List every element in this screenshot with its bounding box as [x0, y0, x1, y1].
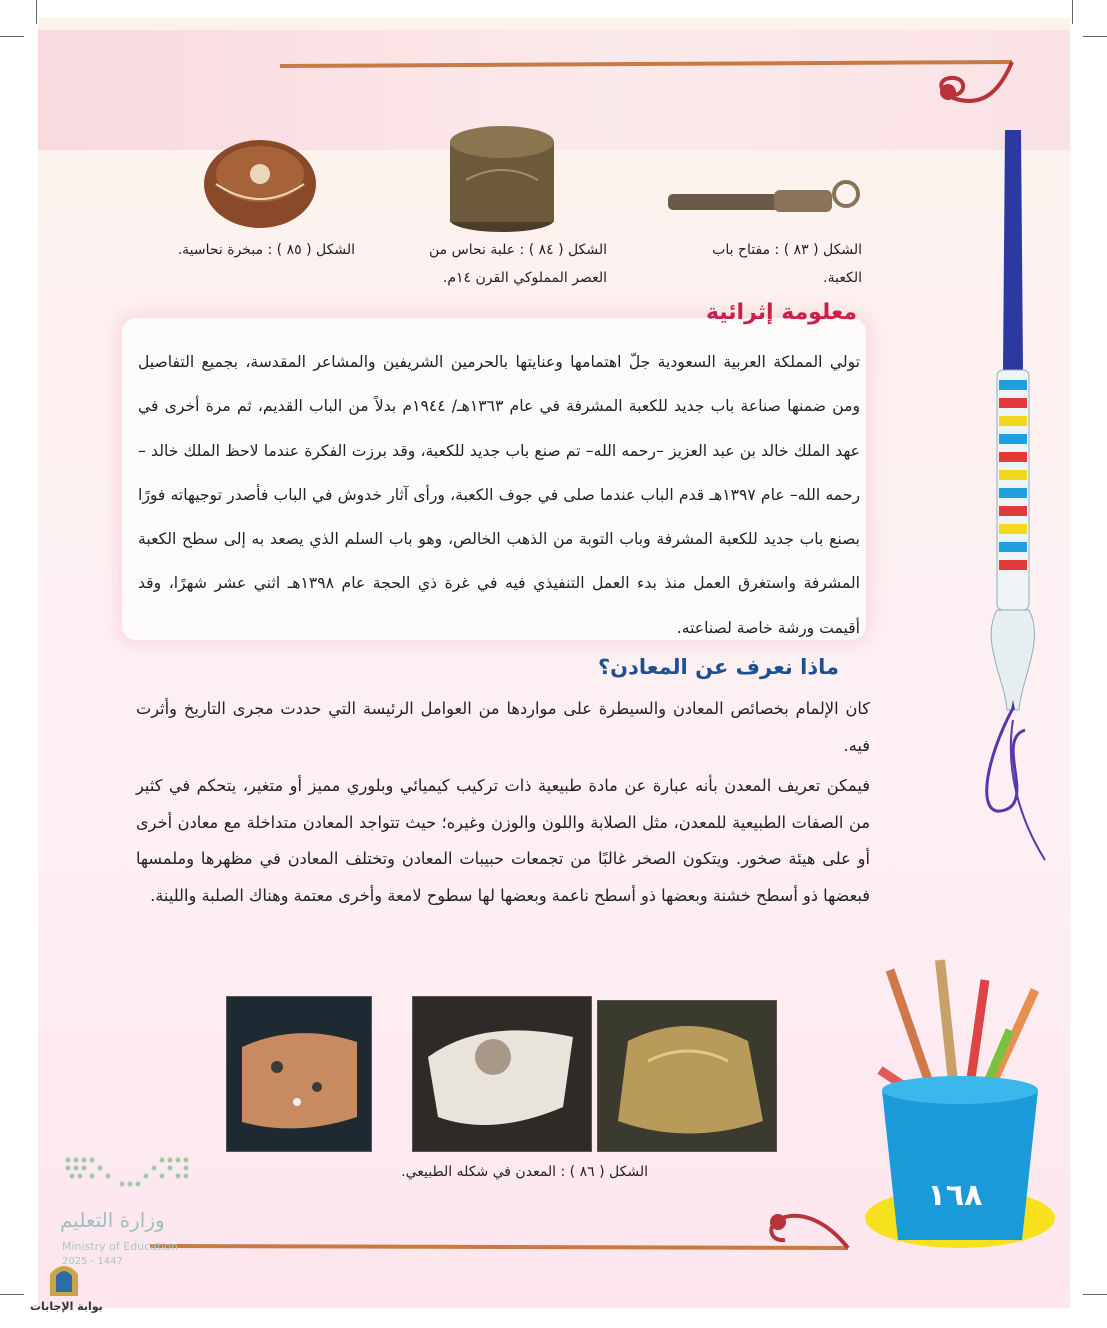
incense-burner-photo: [202, 134, 318, 234]
figure-86-caption: الشكل ( ٨٦ ) : المعدن في شكله الطبيعي.: [401, 1164, 648, 1180]
paragraph-1: كان الإلمام بخصائص المعادن والسيطرة على مواردها من العوامل الرئيسة التي حددت مجرى التاريخ وأثرت فيه.: [136, 699, 870, 755]
ministry-name-arabic: وزارة التعليم: [60, 1208, 165, 1232]
mineral-photo-1: [597, 1000, 777, 1152]
mineral-photo-2: [412, 996, 592, 1152]
mineral-photo-3: [226, 996, 372, 1152]
portal-logo-icon: [46, 1258, 82, 1298]
portal-watermark-text: بوابة الإجابات: [30, 1300, 103, 1313]
page-number: ١٦٨: [927, 1178, 983, 1213]
edition-year: 2025 - 1447: [62, 1256, 123, 1267]
ministry-logo-dots: [62, 1154, 198, 1198]
info-text: تولي المملكة العربية السعودية جلّ اهتمامها وعنايتها بالحرمين الشريفين والمشاعر المقدسة، بجميع التفاصيل ومن ضمنها صناعة باب جديد للكعبة المشرفة في عام ١٣٦٣هـ/ ١٩٤٤م بدلاً من الباب القديم، ثم مرة أخرى في عهد الملك خالد بن عبد العزيز –رحمه الله– تم صنع باب جديد للكعبة، وقد برزت الفكرة عندما لاحظ الملك خالد –رحمه الله– عام ١٣٩٧هـ قدم الباب عندما صلى في جوف الكعبة، ورأى آثار خدوش في الباب فأصدر توجيهاته فورًا بصنع باب جديد للكعبة المشرفة وباب التوبة من الذهب الخالص، وهو باب السلم الذي يصعد به إلى سطح الكعبة المشرفة واستغرق العمل منذ بدء العمل التنفيذي فيه في غرة ذي الحجة عام ١٣٩٨هـ اثني عشر شهرًا، وقد أقيمت ورشة خاصة لصناعته.: [138, 353, 860, 637]
section-title: ماذا نعرف عن المعادن؟: [597, 655, 839, 679]
info-title: معلومة إثرائية: [705, 300, 857, 325]
figure-84-caption: الشكل ( ٨٤ ) : علبة نحاس من العصر المملوكي القرن ١٤م.: [429, 242, 607, 286]
mamluk-box-photo: [446, 120, 558, 234]
figure-83-caption: الشكل ( ٨٣ ) : مفتاح باب الكعبة.: [712, 242, 862, 286]
kaaba-key-photo: [664, 172, 864, 222]
ministry-name-english: Ministry of Education: [62, 1240, 179, 1253]
figure-85-caption: الشكل ( ٨٥ ) : مبخرة نحاسية.: [177, 242, 355, 258]
pen-illustration: [975, 120, 1055, 880]
paragraph-2: فيمكن تعريف المعدن بأنه عبارة عن مادة طبيعية ذات تركيب كيميائي وبلوري مميز أو متغير، يتحكم في كثير من الصفات الطبيعية للمعدن، مثل الصلابة واللون والوزن وغيره؛ حيث تتواجد المعادن متداخلة مع معادن أخرى أو على هيئة صخور. ويتكون الصخر غالبًا من تجمعات حبيبات المعادن وتختلف المعادن في مظهرها وملمسها فبعضها ذو أسطح خشنة وبعضها ذو أسطح ناعمة وبعضها لها سطوح لامعة وأخرى معتمة وهناك الصلبة واللينة.: [136, 776, 870, 905]
